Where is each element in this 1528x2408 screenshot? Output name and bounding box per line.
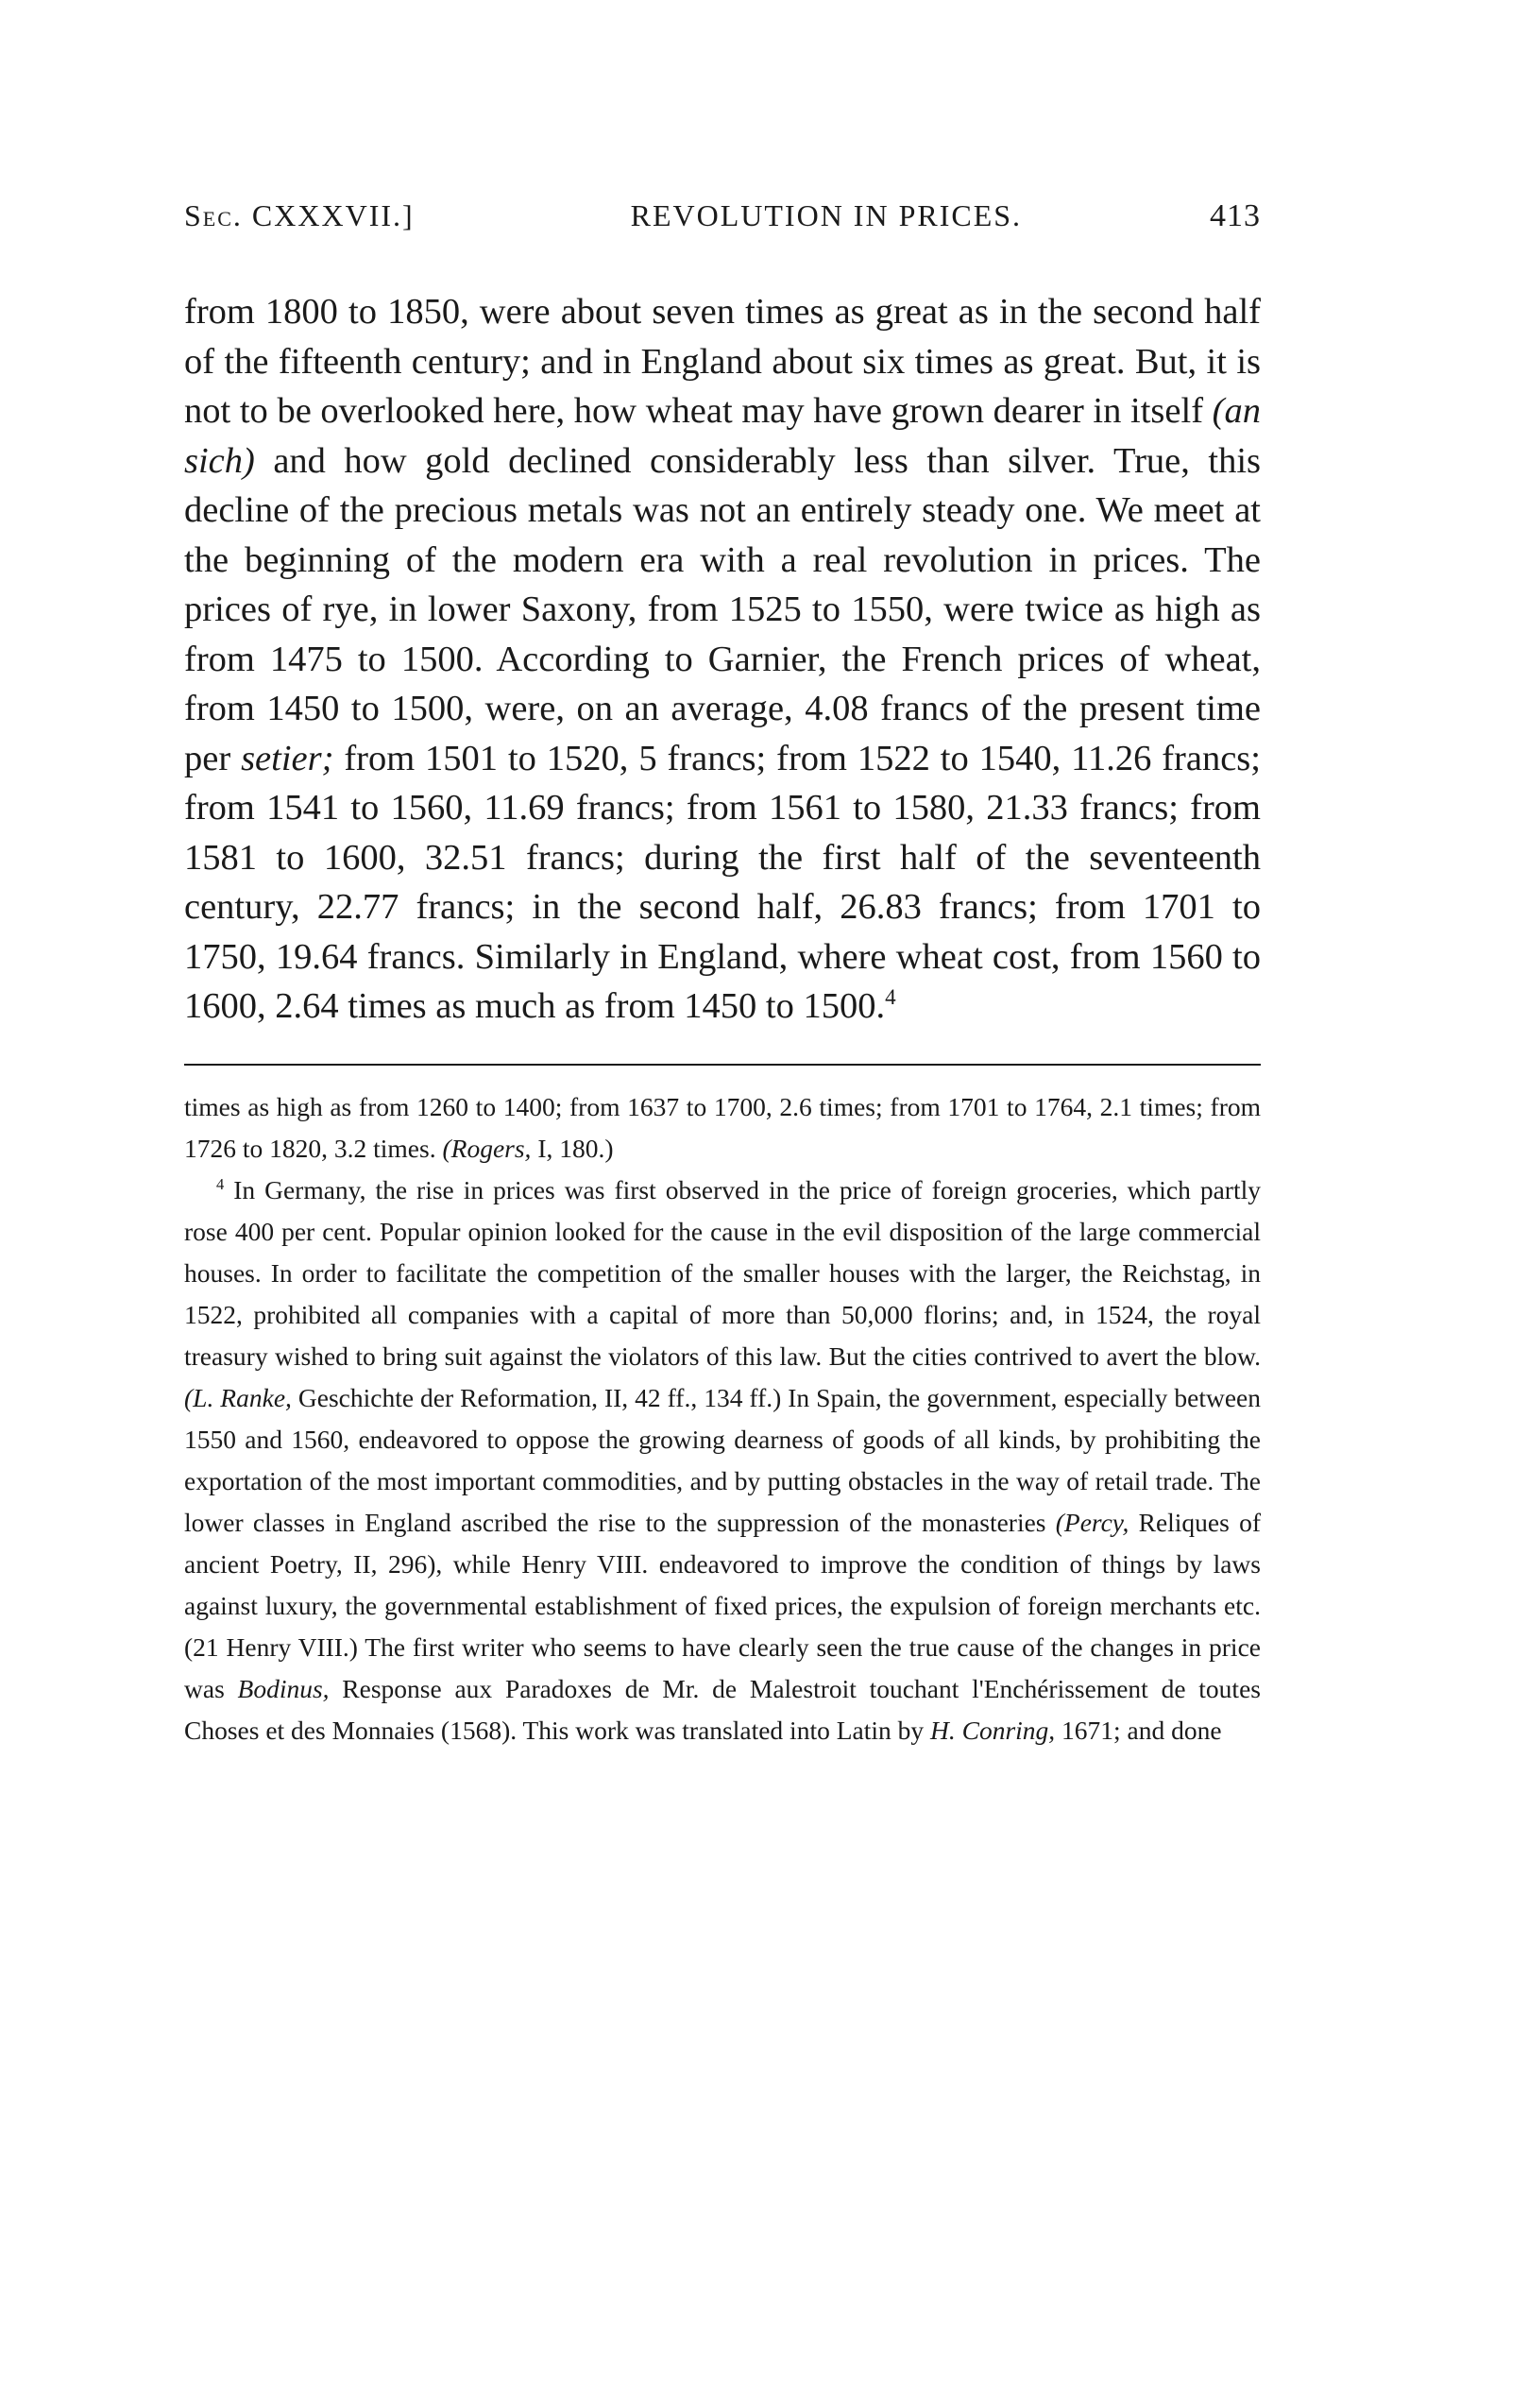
footnote-text-run: Geschichte der Reformation, II, 42 ff., 134 ff.) In Spain, the government, especially between 1550 and 1560, endeavored to oppose the growing dearness of goods of all kinds, by prohibiting the exportation of the most important commodities, and by putting obstacles in the way of retail trade. The lower classes in England ascribed the rise to the suppression of the monasteries [184, 1382, 1261, 1537]
italic-citation: (L. Ranke, [184, 1382, 292, 1412]
footnote-continuation [184, 1086, 1261, 1170]
footnote-text-run: 1671; and done [1055, 1715, 1222, 1745]
footnote-text-run: Reliques of ancient Poetry, II, 296), while Henry VIII. endeavored to improve the condition of things by laws against luxury, the governmental establishment of fixed prices, the expulsion of foreign merchants etc. (21 Henry VIII.) The first writer who seems to have clearly seen the true cause of the changes in price was [184, 1507, 1261, 1703]
footnotes [184, 1086, 1261, 1751]
footnote-text-run: times as high as from 1260 to 1400; from 1637 to 1700, 2.6 times; from 1701 to 1764, 2.1 times; from 1726 to 1820, 3.2 times. [184, 1091, 1261, 1163]
footnote-divider [184, 1064, 1261, 1066]
running-header [184, 198, 1261, 255]
italic-term: setier; [241, 738, 334, 778]
section-label: Sec. CXXXVII.] [184, 198, 415, 232]
body-text-run: and how gold declined considerably less than silver. True, this decline of the precious metals was not an entirely steady one. We meet at the beginning of the modern era with a real revolution in prices. The prices of rye, in lower Saxony, from 1525 to 1550, were twice as high as from 1475 to 1500. According to Garnier, the French prices of wheat, from 1450 to 1500, were, on an average, 4.08 francs of the present time per [184, 440, 1261, 778]
italic-citation: (Percy, [1055, 1507, 1129, 1537]
main-text [184, 287, 1261, 1032]
italic-citation: Bodinus, [237, 1673, 330, 1703]
italic-phrase: (an sich) [184, 391, 1261, 481]
body-paragraph [184, 287, 1261, 1032]
footnote-text-run: Response aux Paradoxes de Mr. de Malestroit touchant l'Enchérissement de toutes Choses et des Monnaies (1568). This work was translated into Latin by [184, 1673, 1261, 1745]
footnote-reference: 4 [885, 984, 896, 1010]
body-text-run: from 1501 to 1520, 5 francs; from 1522 to 1540, 11.26 francs; from 1541 to 1560, 11.69 francs; from 1561 to 1580, 21.33 francs; from 1581 to 1600, 32.51 francs; during the first half of the seventeenth century, 22.77 francs; in the second half, 26.83 francs; from 1701 to 1750, 19.64 francs. Similarly in England, where wheat cost, from 1560 to 1600, 2.64 times as much as from 1450 to 1500. [184, 738, 1261, 1026]
chapter-title: REVOLUTION IN PRICES. [630, 198, 1023, 232]
body-text-run: from 1800 to 1850, were about seven times as great as in the second half of the fifteenth century; and in England about six times as great. But, it is not to be overlooked here, how wheat may have grown dearer in itself [184, 292, 1261, 431]
footnote-text-run: In Germany, the rise in prices was first observed in the price of foreign groceries, which partly rose 400 per cent. Popular opinion looked for the cause in the evil disposition of the large commercial houses. In order to facilitate the competition of the smaller houses with the larger, the Reichstag, in 1522, prohibited all companies with a capital of more than 50,000 florins; and, in 1524, the royal treasury wished to bring suit against the violators of this law. But the cities contrived to avert the blow. [184, 1174, 1261, 1371]
italic-citation: (Rogers, [442, 1133, 532, 1163]
footnote-marker: 4 [216, 1174, 225, 1193]
footnote-4 [184, 1170, 1261, 1751]
italic-citation: H. Conring, [930, 1715, 1056, 1745]
book-page [184, 198, 1261, 1751]
footnote-text-run: I, 180.) [531, 1133, 614, 1163]
page-number: 413 [1210, 198, 1261, 233]
